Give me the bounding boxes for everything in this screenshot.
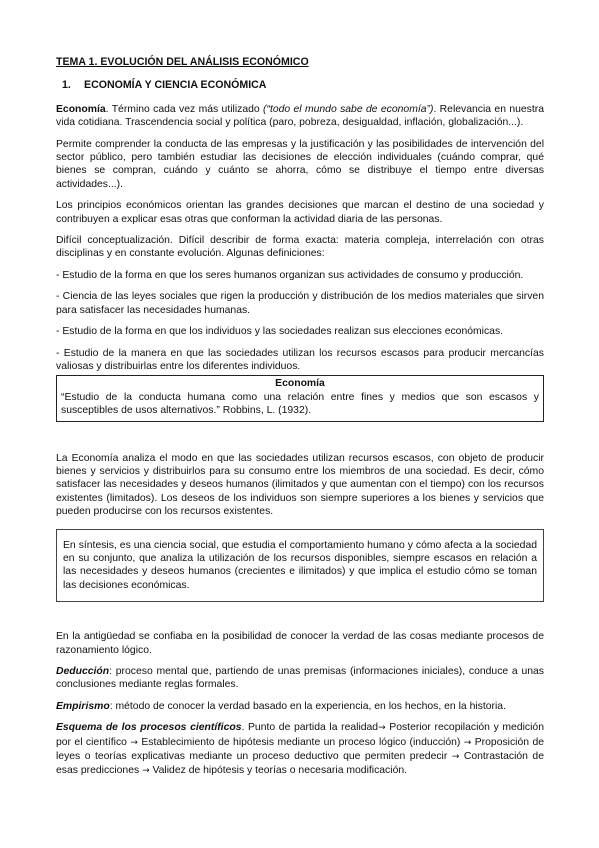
definition-item: - Estudio de la forma en que los seres humanos organizan sus actividades de consumo y producción. <box>56 269 524 281</box>
definition-item: - Estudio de la manera en que las sociedades utilizan los recursos escasos para producir mercancías valiosas y distribuirlas entre los diferentes individuos. <box>56 347 544 372</box>
definition-item: - Estudio de la forma en que los individuos y las sociedades realizan sus elecciones económicas. <box>56 326 504 338</box>
box-quote: “Estudio de la conducta humana como una relación entre fines y medios que son escasos y susceptibles de usos alternativos.” Robbins, L. (1932). <box>61 391 539 417</box>
definition-item: - Ciencia de las leyes sociales que rigen la producción y distribución de los medios materiales que sirven para satisfacer las necesidades humanas. <box>56 291 544 316</box>
summary-box: En síntesis, es una ciencia social, que estudia el comportamiento humano y cómo afecta a la sociedad en su conjunto, que analiza la utilización de los recursos disponibles, siempre escasos en relación a las necesidades y deseos humanos (crecientes e ilimitados) y que implica el estudio cómo se toman las decisiones económicas. <box>56 529 544 603</box>
document-title: TEMA 1. EVOLUCIÓN DEL ANÁLISIS ECONÓMICO <box>56 56 309 68</box>
text-fragment: : método de conocer la verdad basado en la experiencia, en los hechos, en la historia. <box>109 700 506 712</box>
paragraph-esquema <box>56 721 544 779</box>
text-fragment: . Relevancia en nuestra vida cotidiana. Trascendencia social y política (paro, pobreza, desigualdad, inflación, globalización...). <box>56 103 544 129</box>
arrow-right-icon: → <box>130 737 138 748</box>
text-fragment: : proceso mental que, partiendo de unas premisas (informaciones iniciales), conduce a unas conclusiones mediante reglas formales. <box>56 666 544 691</box>
paragraph-economia-intro <box>56 103 544 130</box>
paragraph-analiza: La Economía analiza el modo en que las sociedades utilizan recursos escasos, con objeto de producir bienes y servicios y distribuirlos para su consumo entre los miembros de una sociedad. Es decir, cómo satisfacer las necesidades y deseos humanos (ilimitados y que aumentan con el tiempo) con los recursos existentes (limitados). Los deseos de los individuos son siempre superiores a los bienes y servicios que pueden producirse con los recursos existentes. <box>56 452 544 518</box>
paragraph-conceptualizacion: Difícil conceptualización. Difícil describir de forma exacta: materia compleja, interrelación con otras disciplinas y en constante evolución. Algunas definiciones: <box>56 235 544 260</box>
paragraph-comprender: Permite comprender la conducta de las empresas y la justificación y las posibilidades de intervención del sector público, pero también estudiar las decisiones de elección individuales (cuándo comprar, qué bienes se compran, cuándo y cuánto se ahorra, cómo se distribuye el tiempo entre diversas actividades...). <box>56 138 544 190</box>
term-esquema: Esquema de los procesos científicos <box>56 722 242 734</box>
term-economia: Economía <box>56 103 106 115</box>
text-fragment: Posterior recopilación y medición por el científico <box>56 722 544 748</box>
paragraph-antiguedad: En la antigüedad se confiaba en la posibilidad de conocer la verdad de las cosas mediante procesos de razonamiento lógico. <box>56 631 544 656</box>
text-fragment: Contrastación de esas predicciones <box>56 751 544 777</box>
section-number: 1. <box>62 79 71 92</box>
term-deduccion: Deducción <box>56 666 110 677</box>
paragraph-deduccion <box>56 665 544 692</box>
paragraph-principios: Los principios económicos orientan las grandes decisiones que marcan el destino de una sociedad y contribuyen a explicar esas otras que conforman la actividad diaria de las personas. <box>56 200 544 225</box>
text-fragment: Establecimiento de hipótesis mediante un proceso lógico (inducción) <box>137 736 464 748</box>
term-empirismo: Empirismo <box>56 700 110 712</box>
paragraph-empirismo <box>56 700 544 713</box>
arrow-right-icon: → <box>451 752 460 763</box>
section-heading <box>56 79 544 92</box>
text-fragment: . Punto de partida la realidad <box>241 722 379 734</box>
document-page <box>56 56 544 787</box>
arrow-right-icon: → <box>463 737 472 748</box>
text-fragment: Proposición de leyes o teorías explicativas mediante un proceso deductivo que permiten predecir <box>56 736 545 763</box>
quote-everyone-knows: (“todo el mundo sabe de economía”) <box>263 103 434 115</box>
arrow-right-icon: → <box>142 766 150 777</box>
box-heading: Economía <box>275 378 325 390</box>
section-label: ECONOMÍA Y CIENCIA ECONÓMICA <box>84 79 267 92</box>
definition-box-robbins <box>56 375 544 421</box>
text-fragment: . Término cada vez más utilizado <box>105 103 264 115</box>
arrow-right-icon: → <box>378 723 386 734</box>
text-fragment: Validez de hipótesis y teorías o necesaria modificación. <box>149 765 408 777</box>
